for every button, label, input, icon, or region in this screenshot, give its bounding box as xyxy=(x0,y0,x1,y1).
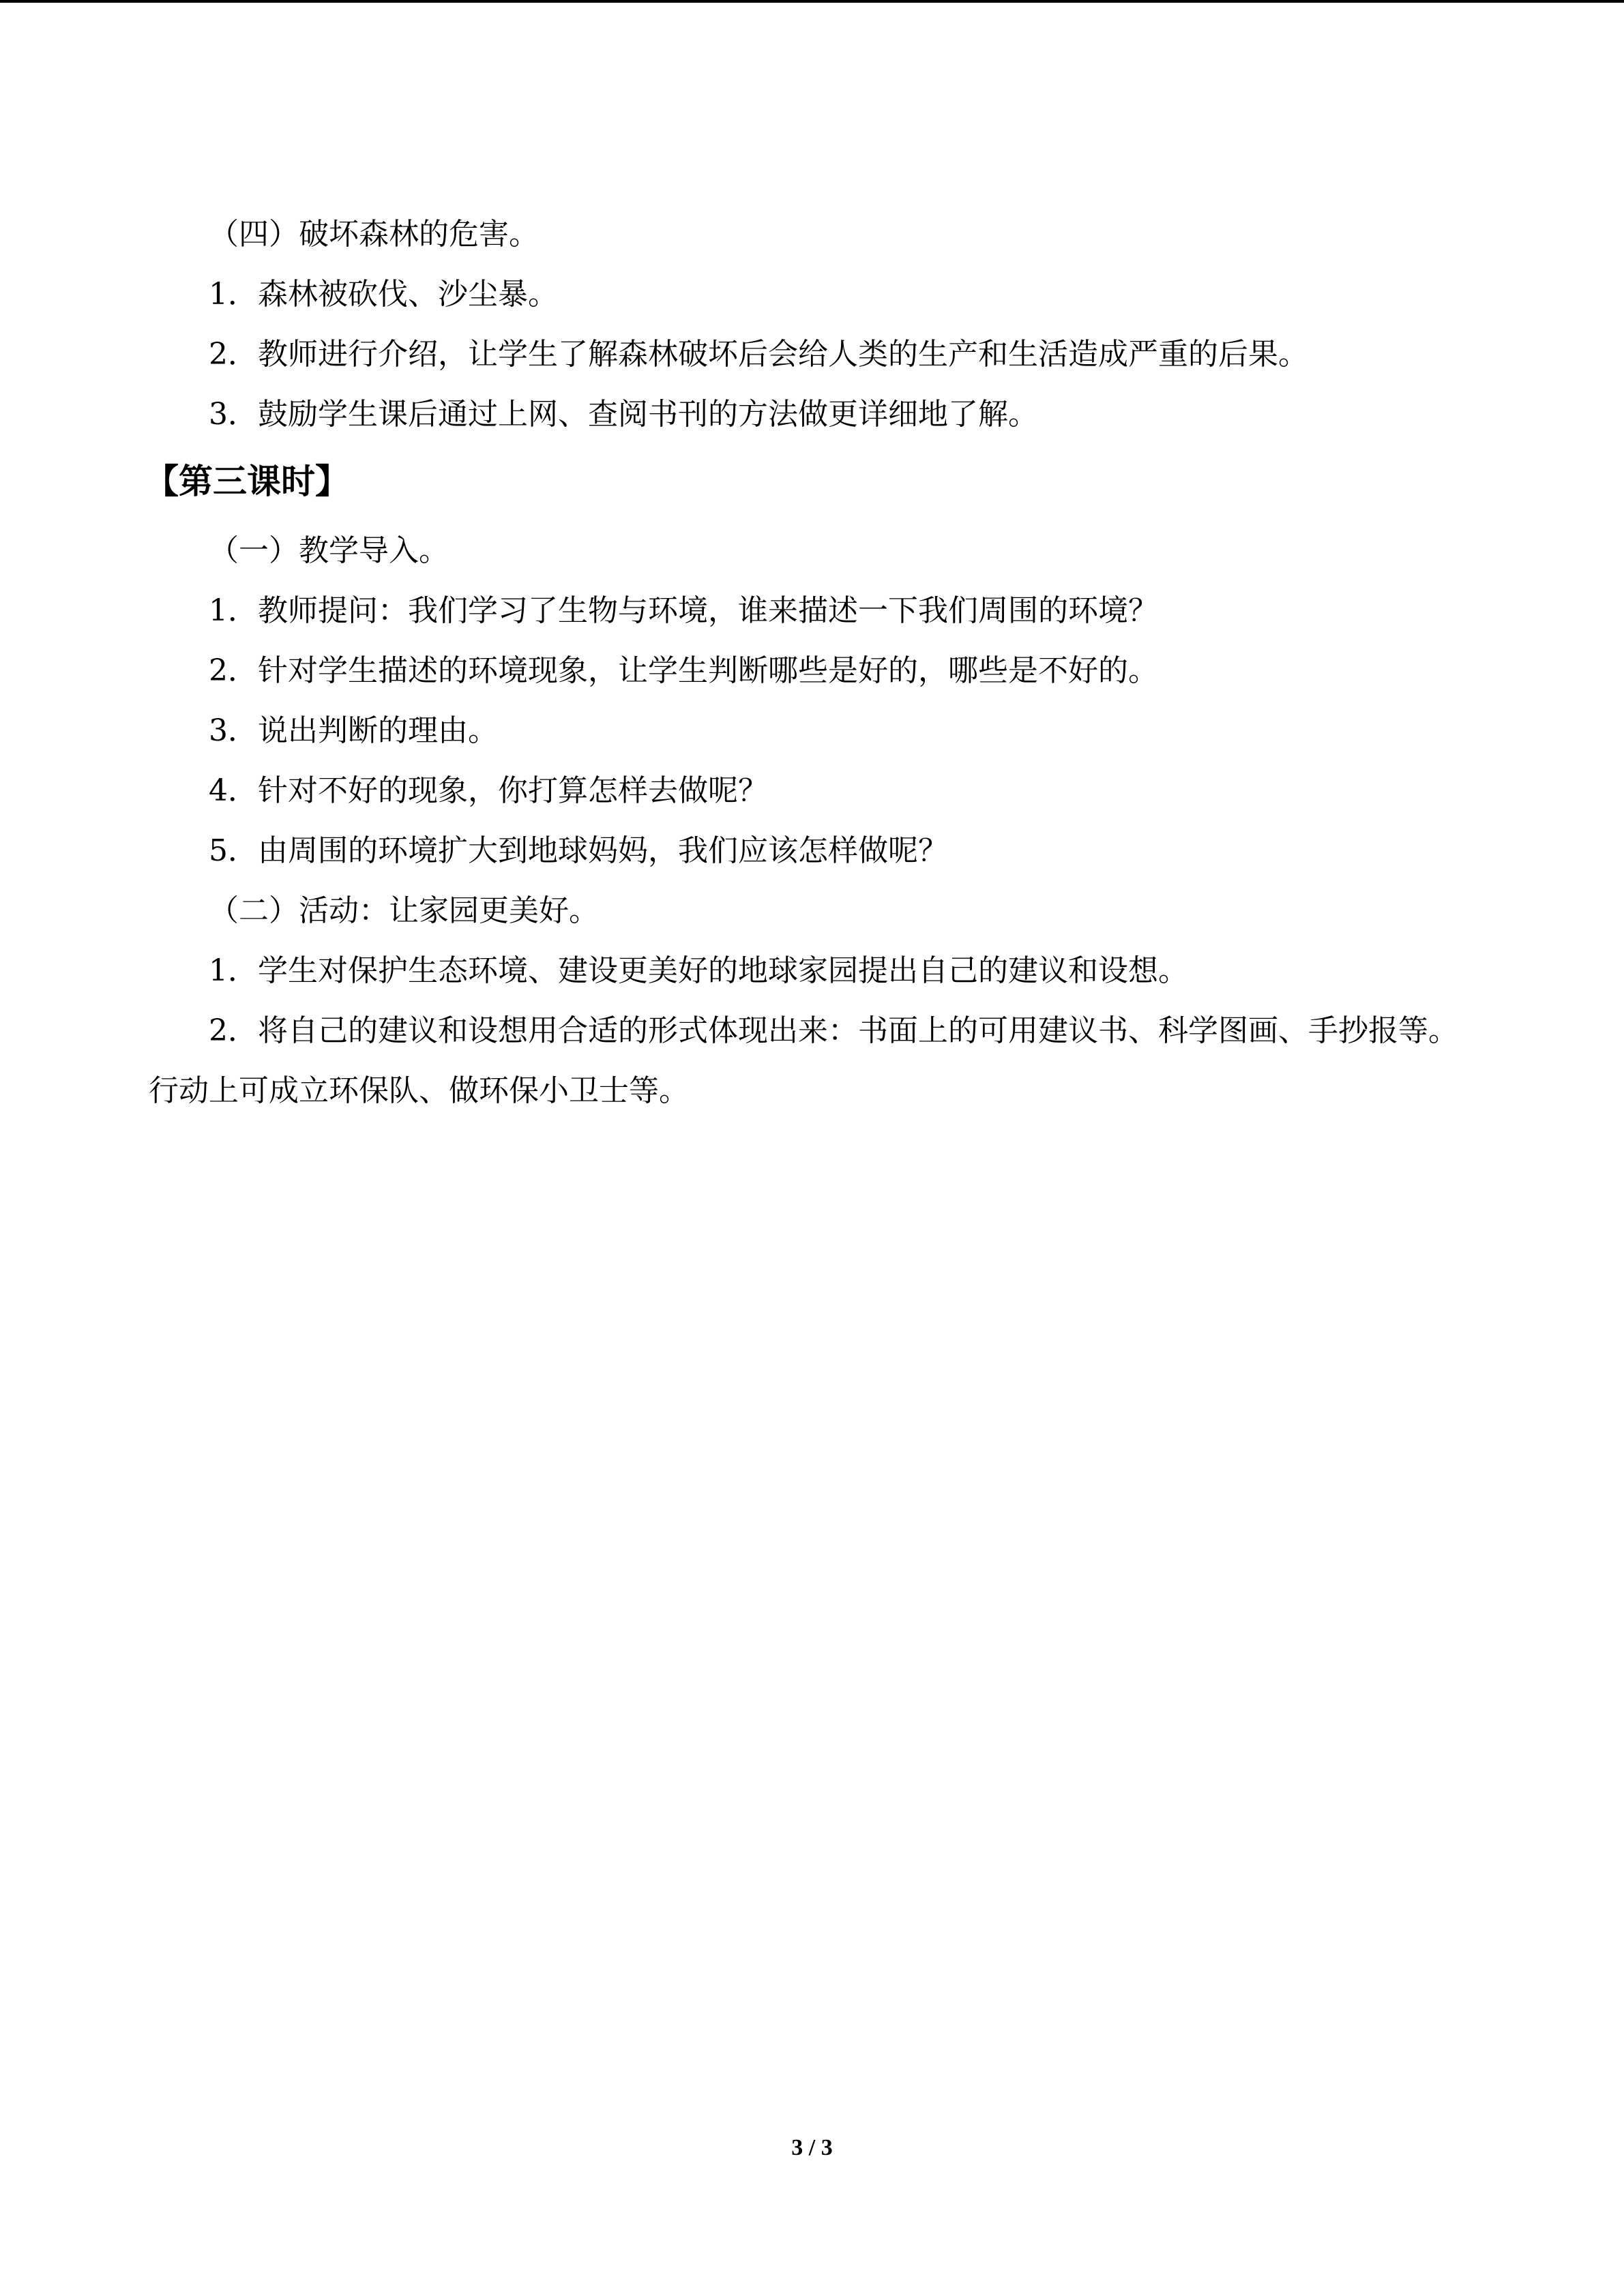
part-two-item-1: 1．学生对保护生态环境、建设更美好的地球家园提出自己的建议和设想。 xyxy=(209,953,1188,988)
lesson-heading: 【第三课时】 xyxy=(145,462,349,501)
page-number: 3 / 3 xyxy=(791,2135,833,2160)
section-four-item-1: 1．森林被砍伐、沙尘暴。 xyxy=(209,277,558,312)
part-one-item-2: 2．针对学生描述的环境现象，让学生判断哪些是好的，哪些是不好的。 xyxy=(209,653,1158,688)
part-one-item-1: 1．教师提问：我们学习了生物与环境，谁来描述一下我们周围的环境？ xyxy=(209,593,1158,628)
part-one-item-4: 4．针对不好的现象，你打算怎样去做呢？ xyxy=(209,773,768,808)
part-two-item-2: 2．将自己的建议和设想用合适的形式体现出来：书面上的可用建议书、科学图画、手抄报等。行动上可成立环保队、做环保小卫士等。 xyxy=(149,1013,1458,1108)
section-four-title: （四）破坏森林的危害。 xyxy=(209,217,539,252)
section-four-item-3: 3．鼓励学生课后通过上网、查阅书刊的方法做更详细地了解。 xyxy=(209,397,1038,432)
section-four-item-2: 2．教师进行介绍，让学生了解森林破坏后会给人类的生产和生活造成严重的后果。 xyxy=(209,337,1308,372)
top-border-rule xyxy=(0,0,1624,3)
part-one-item-3: 3．说出判断的理由。 xyxy=(209,713,498,748)
part-one-title: （一）教学导入。 xyxy=(209,533,449,568)
part-one-item-5: 5．由周围的环境扩大到地球妈妈，我们应该怎样做呢？ xyxy=(209,833,948,868)
part-two-title: （二）活动：让家园更美好。 xyxy=(209,893,599,928)
document-body xyxy=(145,205,1479,1121)
